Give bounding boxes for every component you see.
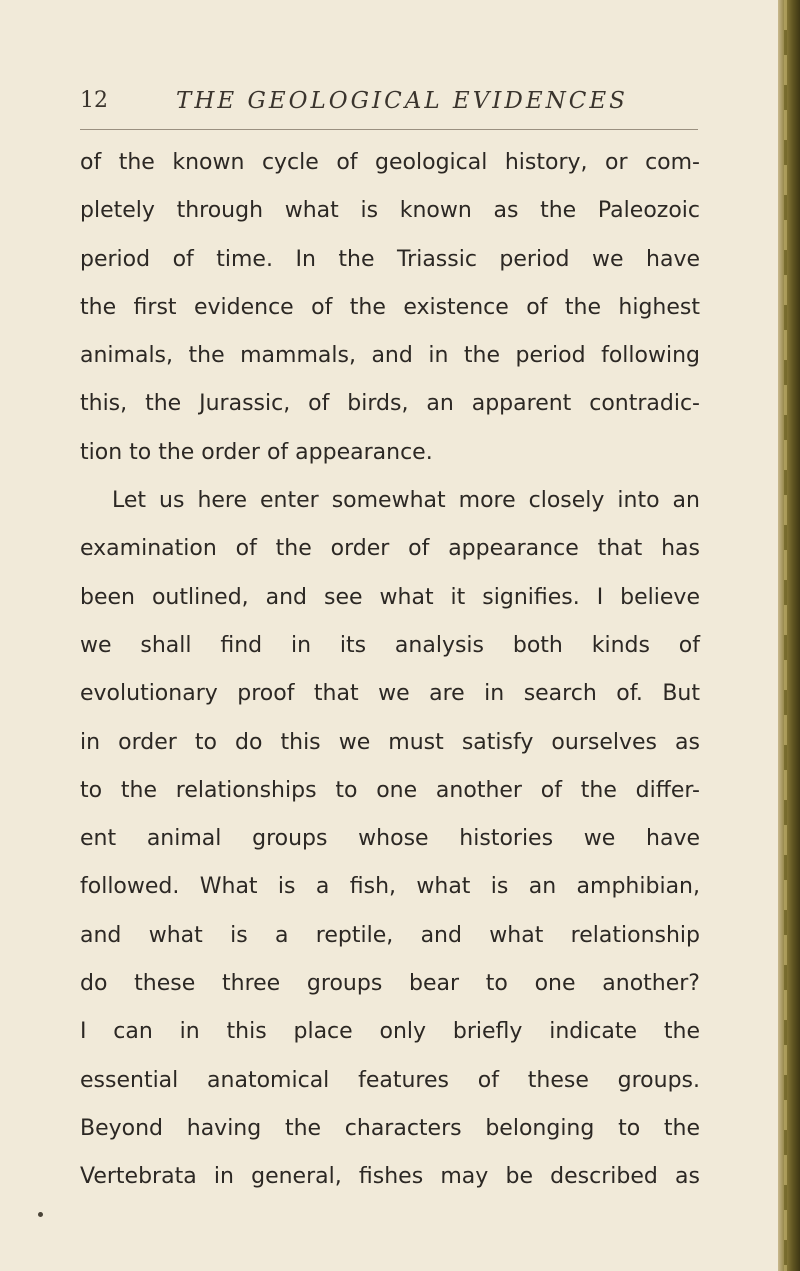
text-line: and what is a reptile, and what relationship bbox=[80, 922, 700, 948]
text-line: Let us here enter somewhat more closely into an bbox=[112, 488, 700, 514]
text-line: animals, the mammals, and in the period following bbox=[80, 343, 700, 369]
text-line: we shall find in its analysis both kinds of bbox=[80, 632, 700, 658]
running-head: THE GEOLOGICAL EVIDENCES bbox=[176, 88, 628, 114]
paper-speck bbox=[38, 1212, 43, 1217]
text-line: do these three groups bear to one another? bbox=[80, 971, 700, 997]
text-line: of the known cycle of geological history, or com- bbox=[80, 150, 700, 175]
body-text bbox=[80, 139, 700, 1202]
text-line: Vertebrata in general, fishes may be described as bbox=[80, 1164, 700, 1190]
text-line: period of time. In the Triassic period we have bbox=[80, 246, 700, 272]
page-edge-binding bbox=[778, 0, 800, 1271]
page-header bbox=[80, 88, 700, 128]
text-line: the first evidence of the existence of the highest bbox=[80, 294, 700, 320]
text-line: in order to do this we must satisfy ourselves as bbox=[80, 729, 700, 755]
page-number: 12 bbox=[80, 88, 108, 113]
text-line: Beyond having the characters belonging to the bbox=[80, 1115, 700, 1141]
header-rule bbox=[80, 129, 698, 130]
text-line: tion to the order of appearance. bbox=[80, 439, 433, 465]
text-line: to the relationships to one another of the differ- bbox=[80, 777, 700, 803]
text-line: ent animal groups whose histories we have bbox=[80, 826, 700, 852]
text-line: pletely through what is known as the Paleozoic bbox=[80, 198, 700, 224]
text-line: essential anatomical features of these groups. bbox=[80, 1067, 700, 1093]
text-line: been outlined, and see what it signifies. I believe bbox=[80, 584, 700, 610]
text-line: evolutionary proof that we are in search of. But bbox=[80, 681, 700, 707]
text-line: followed. What is a fish, what is an amphibian, bbox=[80, 874, 700, 900]
text-line: I can in this place only briefly indicate the bbox=[80, 1019, 700, 1045]
text-line: this, the Jurassic, of birds, an apparent contradic- bbox=[80, 391, 700, 417]
text-line: examination of the order of appearance that has bbox=[80, 536, 700, 562]
